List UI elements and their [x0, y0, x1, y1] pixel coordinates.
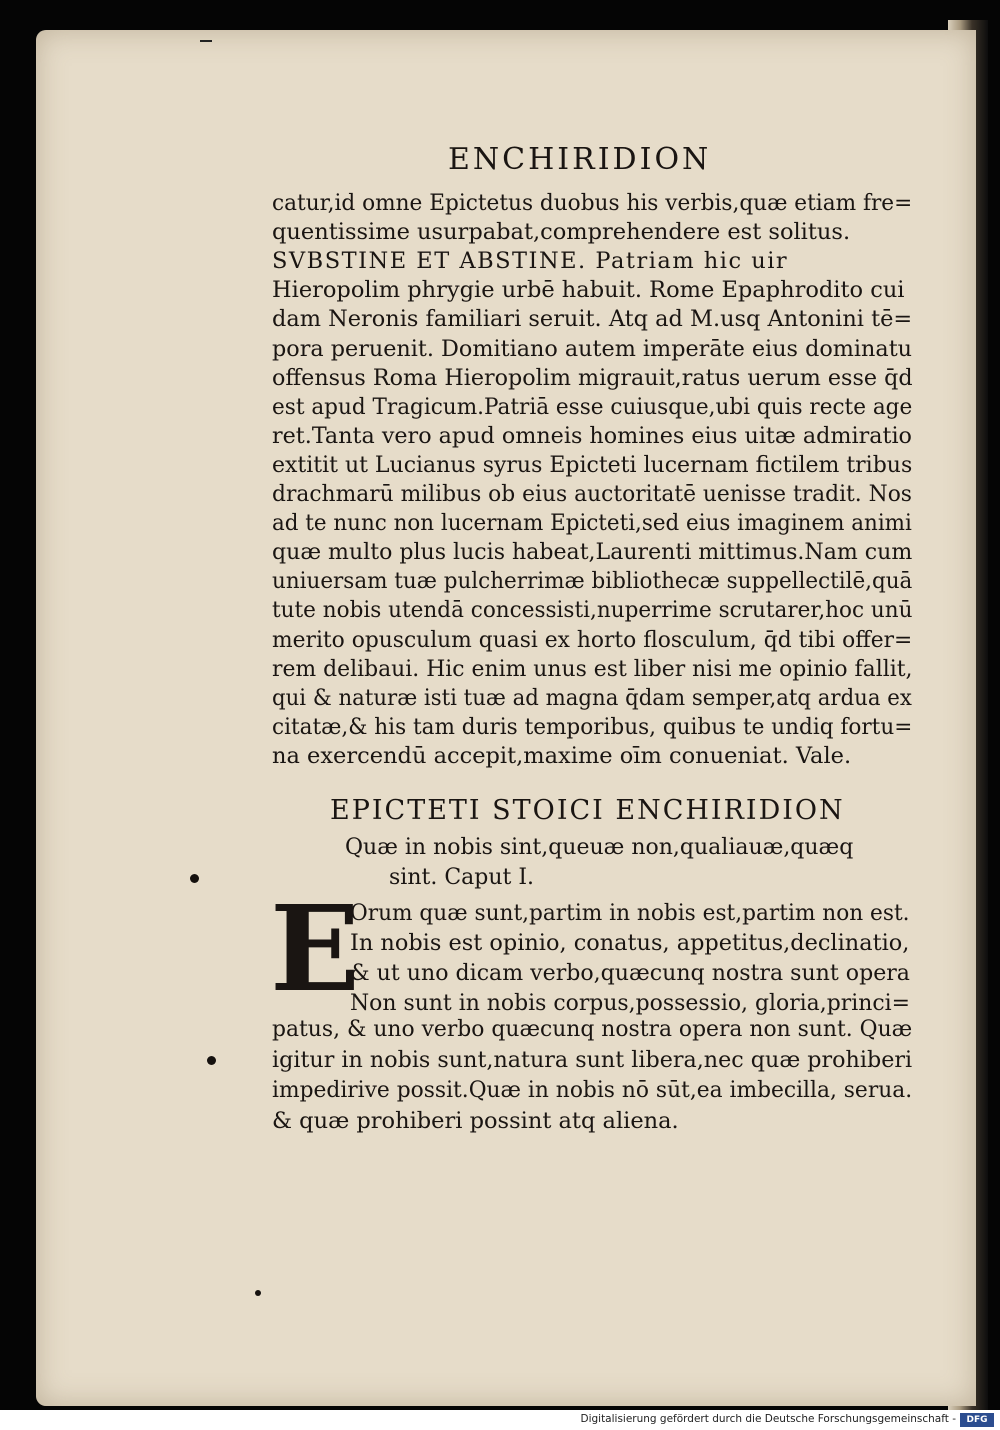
chapter-line: In nobis est opinio, conatus, appetitus,declinatio,	[350, 930, 910, 956]
page-mark	[200, 40, 212, 42]
text-line: Hieropolim phrygie urbē habuit. Rome Epaphrodito cui	[272, 277, 905, 304]
text-line: quentissime usurpabat,comprehendere est solitus.	[272, 219, 851, 246]
chapter-subtitle-1: Quæ in nobis sint,queuæ non,qualiauæ,quæq	[345, 835, 854, 860]
text-line: rem delibaui. Hic enim unus est liber nisi me opinio fallit,	[272, 655, 913, 682]
decorated-initial: E	[270, 879, 360, 1018]
text-line: ad te nunc non lucernam Epicteti,sed eius imaginem animi	[272, 510, 912, 537]
chapter-line: & quæ prohiberi possint atq aliena.	[272, 1107, 679, 1134]
dfg-logo: DFG	[960, 1413, 994, 1427]
chapter-line: patus, & uno verbo quæcunq nostra opera non sunt. Quæ	[272, 1016, 913, 1042]
text-line: catur,id omne Epictetus duobus his verbis,quæ etiam fre=	[272, 190, 913, 216]
chapter-subtitle-2: sint. Caput I.	[389, 865, 535, 890]
margin-dot	[207, 1056, 216, 1065]
text-line: est apud Tragicum.Patriā esse cuiusque,ubi quis recte age	[272, 393, 913, 420]
chapter-line: Orum quæ sunt,partim in nobis est,partim non est.	[350, 900, 910, 926]
text-line: merito opusculum quasi ex horto flosculum, q̄d tibi offer=	[272, 626, 913, 653]
margin-dot	[190, 874, 199, 883]
text-line: tute nobis utendā concessisti,nuperrime scrutarer,hoc unū	[272, 597, 913, 624]
text-line: qui & naturæ isti tuæ ad magna q̄dam semper,atq ardua ex	[272, 684, 912, 711]
margin-dot	[255, 1290, 261, 1296]
text-line: extitit ut Lucianus syrus Epicteti lucernam fictilem tribus	[272, 451, 913, 478]
text-line: drachmarū milibus ob eius auctoritatē uenisse tradit. Nos	[272, 481, 912, 507]
chapter-line: igitur in nobis sunt,natura sunt libera,nec quæ prohiberi	[272, 1046, 913, 1073]
text-line: offensus Roma Hieropolim migrauit,ratus uerum esse q̄d	[272, 364, 913, 391]
footer-credit: Digitalisierung gefördert durch die Deutsche Forschungsgemeinschaft -	[580, 1413, 956, 1425]
text-line: uniuersam tuæ pulcherrimæ bibliothecæ suppellectilē,quā	[272, 568, 913, 595]
text-line: SVBSTINE ET ABSTINE. Patriam hic uir	[272, 248, 789, 275]
text-line: na exercendū accepit,maxime oīm conueniat. Vale.	[272, 742, 852, 769]
chapter-line: impedirive possit.Quæ in nobis nō sūt,ea imbecilla, serua.	[272, 1077, 913, 1103]
footer-bar	[0, 1410, 1000, 1430]
text-line: quæ multo plus lucis habeat,Laurenti mittimus.Nam cum	[272, 539, 913, 566]
chapter-title: EPICTETI STOICI ENCHIRIDION	[330, 795, 845, 826]
running-head: ENCHIRIDION	[448, 142, 712, 177]
text-line: dam Neronis familiari seruit. Atq ad M.usq Antonini tē=	[272, 306, 913, 333]
chapter-line: & ut uno dicam verbo,quæcunq nostra sunt opera	[350, 960, 910, 986]
text-line: ret.Tanta vero apud omneis homines eius uitæ admiratio	[272, 422, 912, 449]
chapter-line: Non sunt in nobis corpus,possessio, gloria,princi=	[350, 990, 910, 1016]
text-line: pora peruenit. Domitiano autem imperāte eius dominatu	[272, 335, 913, 362]
text-line: citatæ,& his tam duris temporibus, quibus te undiq fortu=	[272, 713, 913, 740]
